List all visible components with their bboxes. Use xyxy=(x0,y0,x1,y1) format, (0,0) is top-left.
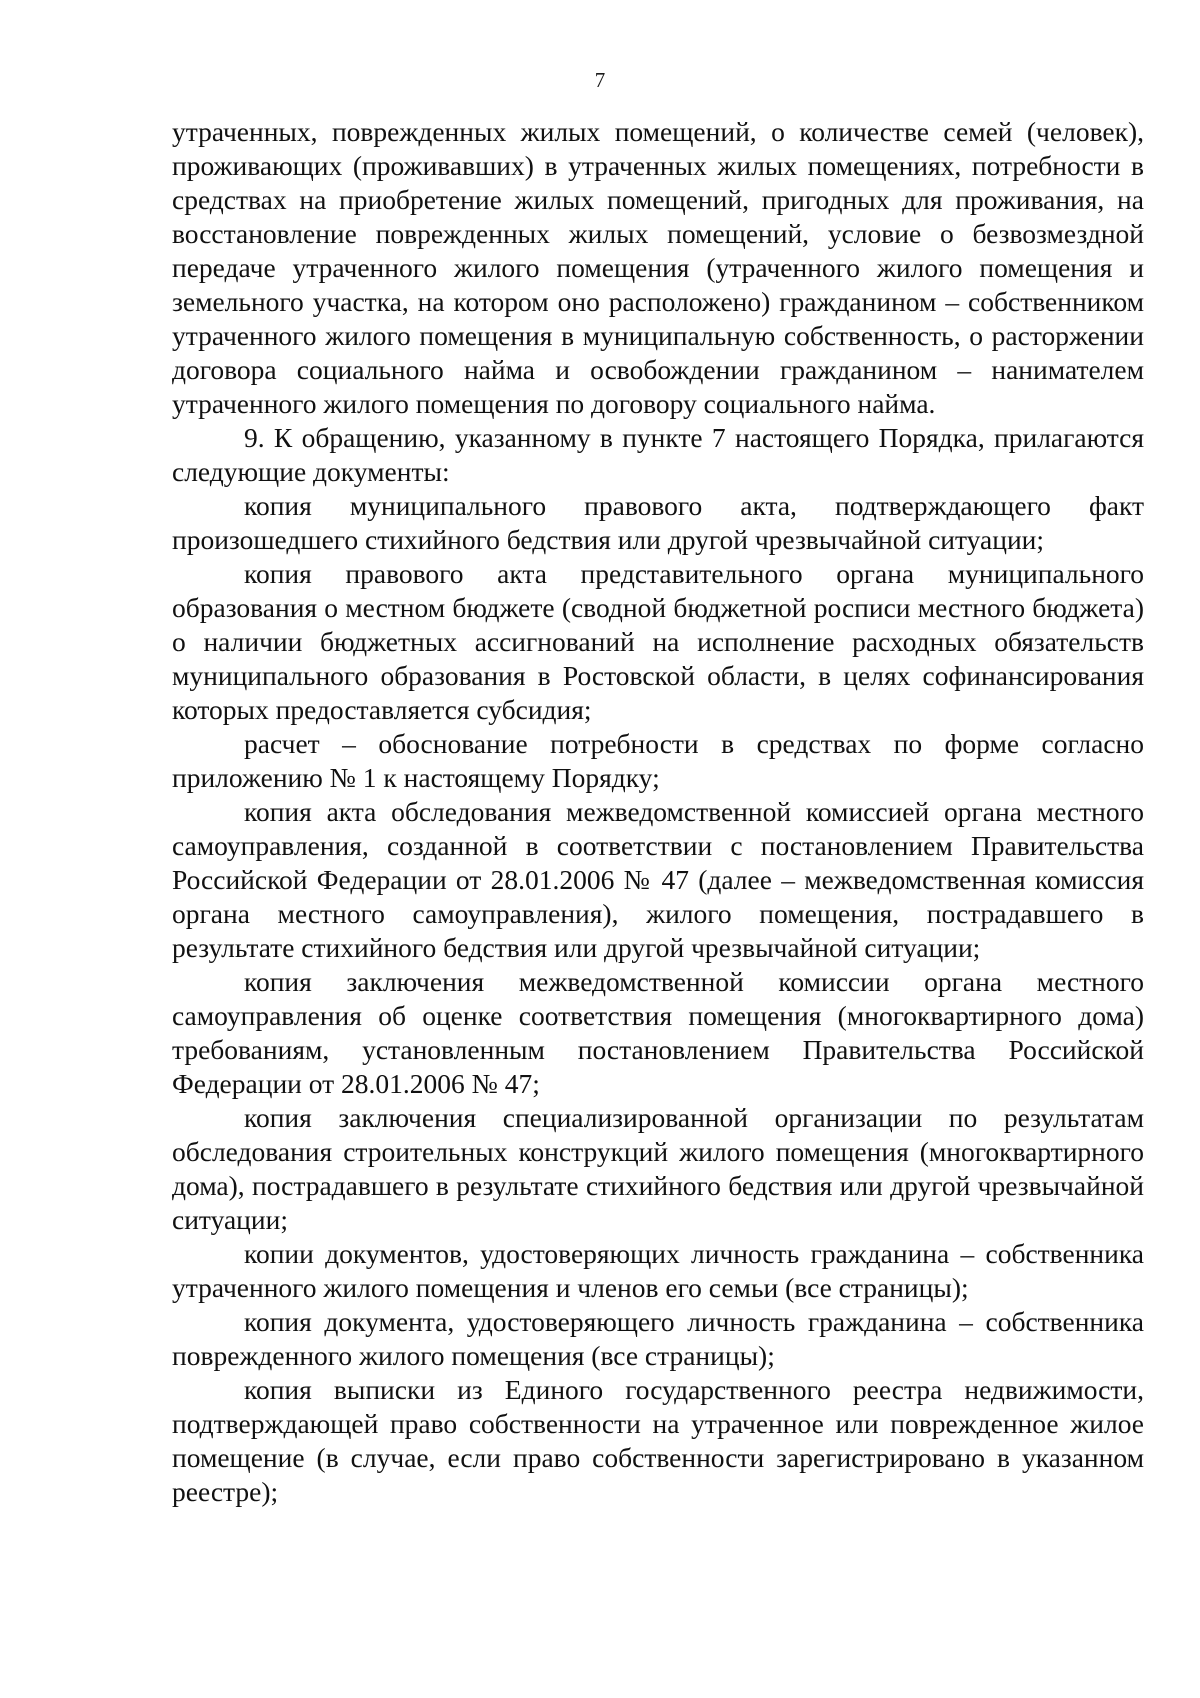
paragraph-list-item: копия акта обследования межведомственной комиссией органа местного самоуправления, созданной в соответствии с постановлением Правительства Российской Федерации от 28.01.2006 № 47 (далее – межведомственная комиссия органа местного самоуправления), жилого помещения, пострадавшего в результате стихийного бедствия или другой чрезвычайной ситуации; xyxy=(172,796,1144,963)
paragraph-continuation: утраченных, поврежденных жилых помещений, о количестве семей (человек), проживающих (проживавших) в утраченных жилых помещениях, потребности в средствах на приобретение жилых помещений, пригодных для проживания, на восстановление поврежденных жилых помещений, условие о безвозмездной передаче утраченного жилого помещения (утраченного жилого помещения и земельного участка, на котором оно расположено) гражданином – собственником утраченного жилого помещения в муниципальную собственность, о расторжении договора социального найма и освобождении гражданином – нанимателем утраченного жилого помещения по договору социального найма. xyxy=(172,116,1144,419)
paragraph-list-item: копии документов, удостоверяющих личность гражданина – собственника утраченного жилого помещения и членов его семьи (все страницы); xyxy=(172,1238,1144,1303)
paragraph-list-item: копия документа, удостоверяющего личность гражданина – собственника поврежденного жилого помещения (все страницы); xyxy=(172,1306,1144,1371)
document-body xyxy=(172,115,1144,1509)
paragraph-item-9: 9. К обращению, указанному в пункте 7 настоящего Порядка, прилагаются следующие документы: xyxy=(172,422,1144,487)
paragraph-list-item: копия заключения межведомственной комиссии органа местного самоуправления об оценке соответствия помещения (многоквартирного дома) требованиям, установленным постановлением Правительства Российской Федерации от 28.01.2006 № 47; xyxy=(172,966,1144,1099)
page-number: 7 xyxy=(594,68,606,92)
paragraph-list-item: копия муниципального правового акта, подтверждающего факт произошедшего стихийного бедствия или другой чрезвычайной ситуации; xyxy=(172,490,1144,555)
paragraph-list-item: копия заключения специализированной организации по результатам обследования строительных конструкций жилого помещения (многоквартирного дома), пострадавшего в результате стихийного бедствия или другой чрезвычайной ситуации; xyxy=(172,1102,1144,1235)
paragraph-list-item: расчет – обоснование потребности в средствах по форме согласно приложению № 1 к настоящему Порядку; xyxy=(172,728,1144,793)
paragraph-list-item: копия правового акта представительного органа муниципального образования о местном бюджете (сводной бюджетной росписи местного бюджета) о наличии бюджетных ассигнований на исполнение расходных обязательств муниципального образования в Ростовской области, в целях софинансирования которых предоставляется субсидия; xyxy=(172,558,1144,725)
paragraph-list-item: копия выписки из Единого государственного реестра недвижимости, подтверждающей право собственности на утраченное или поврежденное жилое помещение (в случае, если право собственности зарегистрировано в указанном реестре); xyxy=(172,1374,1144,1507)
